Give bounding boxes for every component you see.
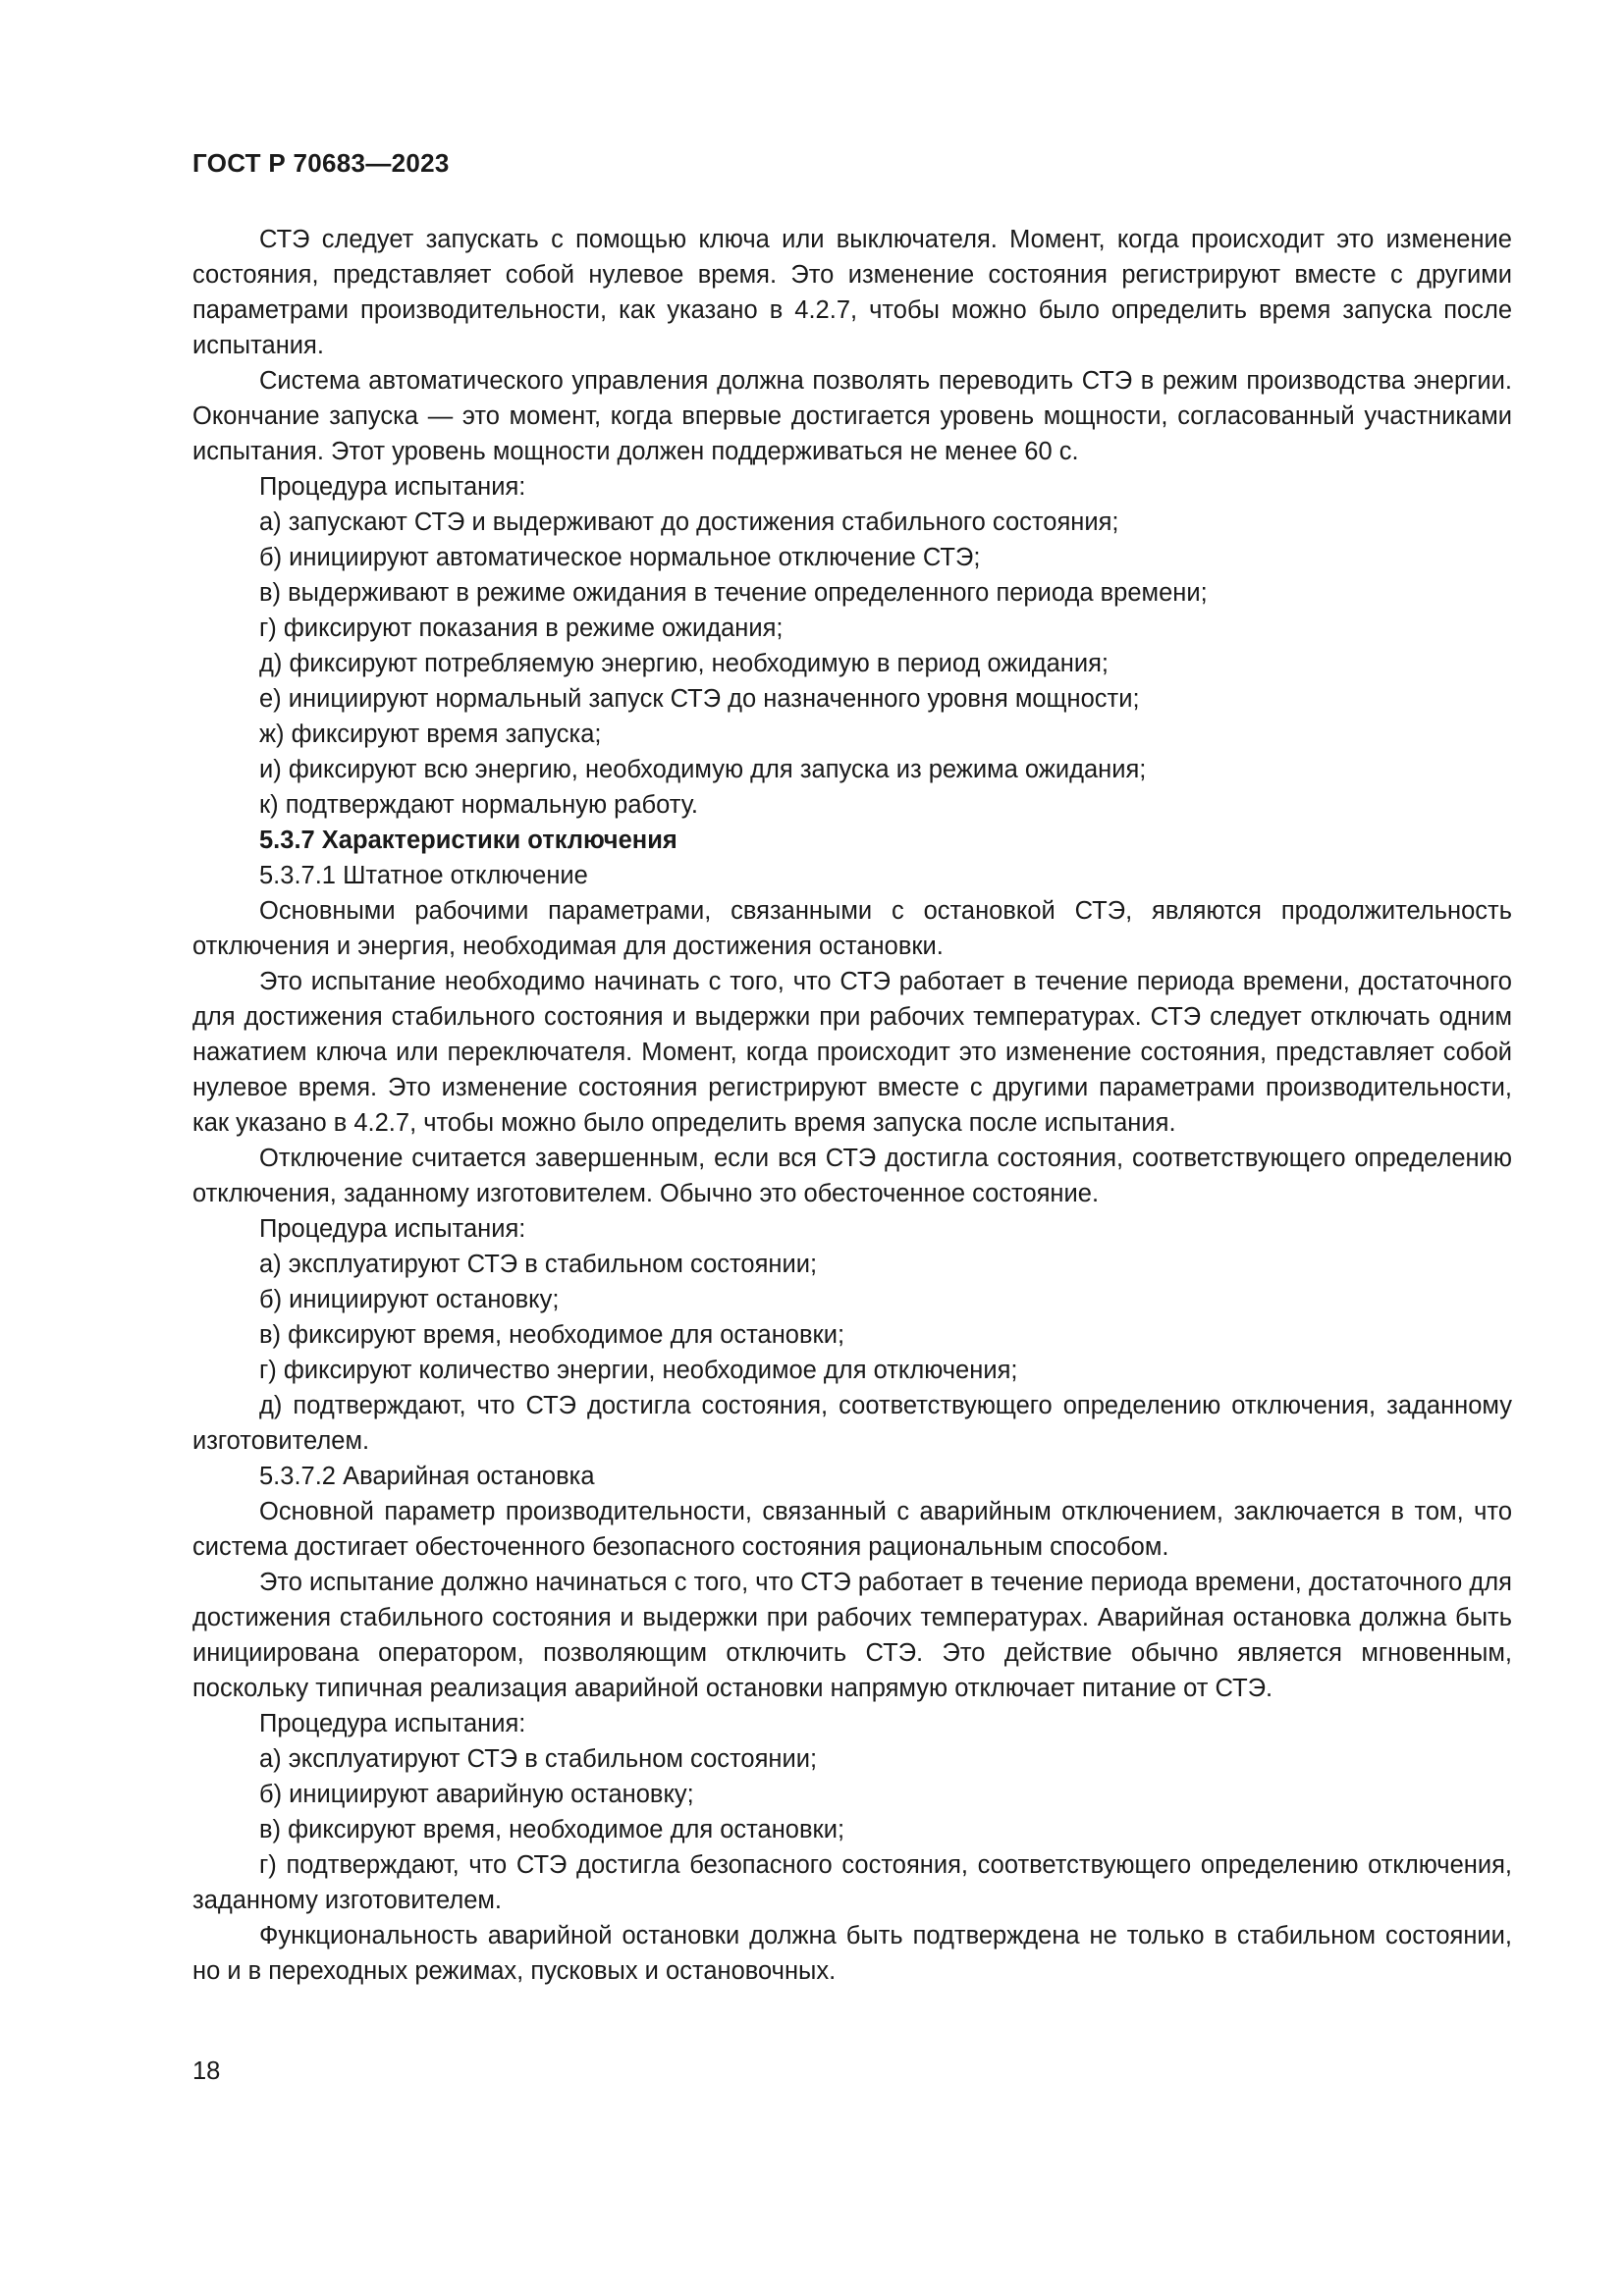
paragraph: Функциональность аварийной остановки должна быть подтверждена не только в стабильном состоянии, но и в переходных режимах, пусковых и остановочных. [192, 1922, 1512, 1985]
list-item: д) подтверждают, что СТЭ достигла состояния, соответствующего определению отключения, заданному изготовителем. [192, 1392, 1512, 1455]
page-number: 18 [192, 2057, 221, 2085]
paragraph: Это испытание необходимо начинать с того, что СТЭ работает в течение периода времени, достаточного для достижения стабильного состояния и выдержки при рабочих температурах. СТЭ следует отключать одним нажатием ключа или переключателя. Момент, когда происходит это изменение состояния, представляет собой нулевое время. Это изменение состояния регистрируют вместе с другими параметрами производительности, как указано в 4.2.7, чтобы можно было определить время запуска после испытания. [192, 968, 1512, 1137]
list-item: ж) фиксируют время запуска; [259, 721, 602, 748]
list-item: в) фиксируют время, необходимое для остановки; [259, 1321, 845, 1349]
list-item: б) инициируют автоматическое нормальное отключение СТЭ; [259, 544, 981, 571]
paragraph: СТЭ следует запускать с помощью ключа или выключателя. Момент, когда происходит это изменение состояния, представляет собой нулевое время. Это изменение состояния регистрируют вместе с другими параметрами производительности, как указано в 4.2.7, чтобы можно было определить время запуска после испытания. [192, 226, 1512, 359]
paragraph: Основными рабочими параметрами, связанными с остановкой СТЭ, являются продолжительность отключения и энергия, необходимая для достижения остановки. [192, 897, 1512, 960]
procedure-label: Процедура испытания: [259, 473, 526, 501]
list-item: е) инициируют нормальный запуск СТЭ до назначенного уровня мощности; [259, 685, 1140, 713]
list-item: б) инициируют остановку; [259, 1286, 560, 1313]
section-heading: 5.3.7 Характеристики отключения [259, 827, 677, 854]
list-item: д) фиксируют потребляемую энергию, необходимую в период ожидания; [259, 650, 1109, 677]
list-item: а) эксплуатируют СТЭ в стабильном состоянии; [259, 1251, 818, 1278]
list-item: г) фиксируют показания в режиме ожидания; [259, 614, 784, 642]
list-item: в) фиксируют время, необходимое для остановки; [259, 1816, 845, 1843]
paragraph: Основной параметр производительности, связанный с аварийным отключением, заключается в том, что система достигает обесточенного безопасного состояния рациональным способом. [192, 1498, 1512, 1561]
subsection-heading: 5.3.7.2 Аварийная остановка [259, 1463, 595, 1490]
paragraph: Отключение считается завершенным, если вся СТЭ достигла состояния, соответствующего определению отключения, заданному изготовителем. Обычно это обесточенное состояние. [192, 1145, 1512, 1207]
subsection-heading: 5.3.7.1 Штатное отключение [259, 862, 588, 889]
procedure-label: Процедура испытания: [259, 1710, 526, 1737]
paragraph: Это испытание должно начинаться с того, что СТЭ работает в течение периода времени, достаточного для достижения стабильного состояния и выдержки при рабочих температурах. Аварийная остановка должна быть инициирована оператором, позволяющим отключить СТЭ. Это действие обычно является мгновенным, поскольку типичная реализация аварийной остановки напрямую отключает питание от СТЭ. [192, 1569, 1512, 1702]
procedure-label: Процедура испытания: [259, 1215, 526, 1243]
list-item: б) инициируют аварийную остановку; [259, 1781, 694, 1808]
list-item: г) фиксируют количество энергии, необходимое для отключения; [259, 1357, 1018, 1384]
list-item: в) выдерживают в режиме ожидания в течение определенного периода времени; [259, 579, 1208, 607]
list-item: г) подтверждают, что СТЭ достигла безопасного состояния, соответствующего определению отключения, заданному изготовителем. [192, 1851, 1512, 1914]
list-item: а) эксплуатируют СТЭ в стабильном состоянии; [259, 1745, 818, 1773]
list-item: и) фиксируют всю энергию, необходимую для запуска из режима ожидания; [259, 756, 1147, 783]
list-item: а) запускают СТЭ и выдерживают до достижения стабильного состояния; [259, 508, 1119, 536]
standard-header: ГОСТ Р 70683—2023 [192, 148, 450, 178]
list-item: к) подтверждают нормальную работу. [259, 791, 698, 819]
body-text [192, 222, 1512, 1989]
paragraph: Система автоматического управления должна позволять переводить СТЭ в режим производства энергии. Окончание запуска — это момент, когда впервые достигается уровень мощности, согласованный участниками испытания. Этот уровень мощности должен поддерживаться не менее 60 с. [192, 367, 1512, 465]
